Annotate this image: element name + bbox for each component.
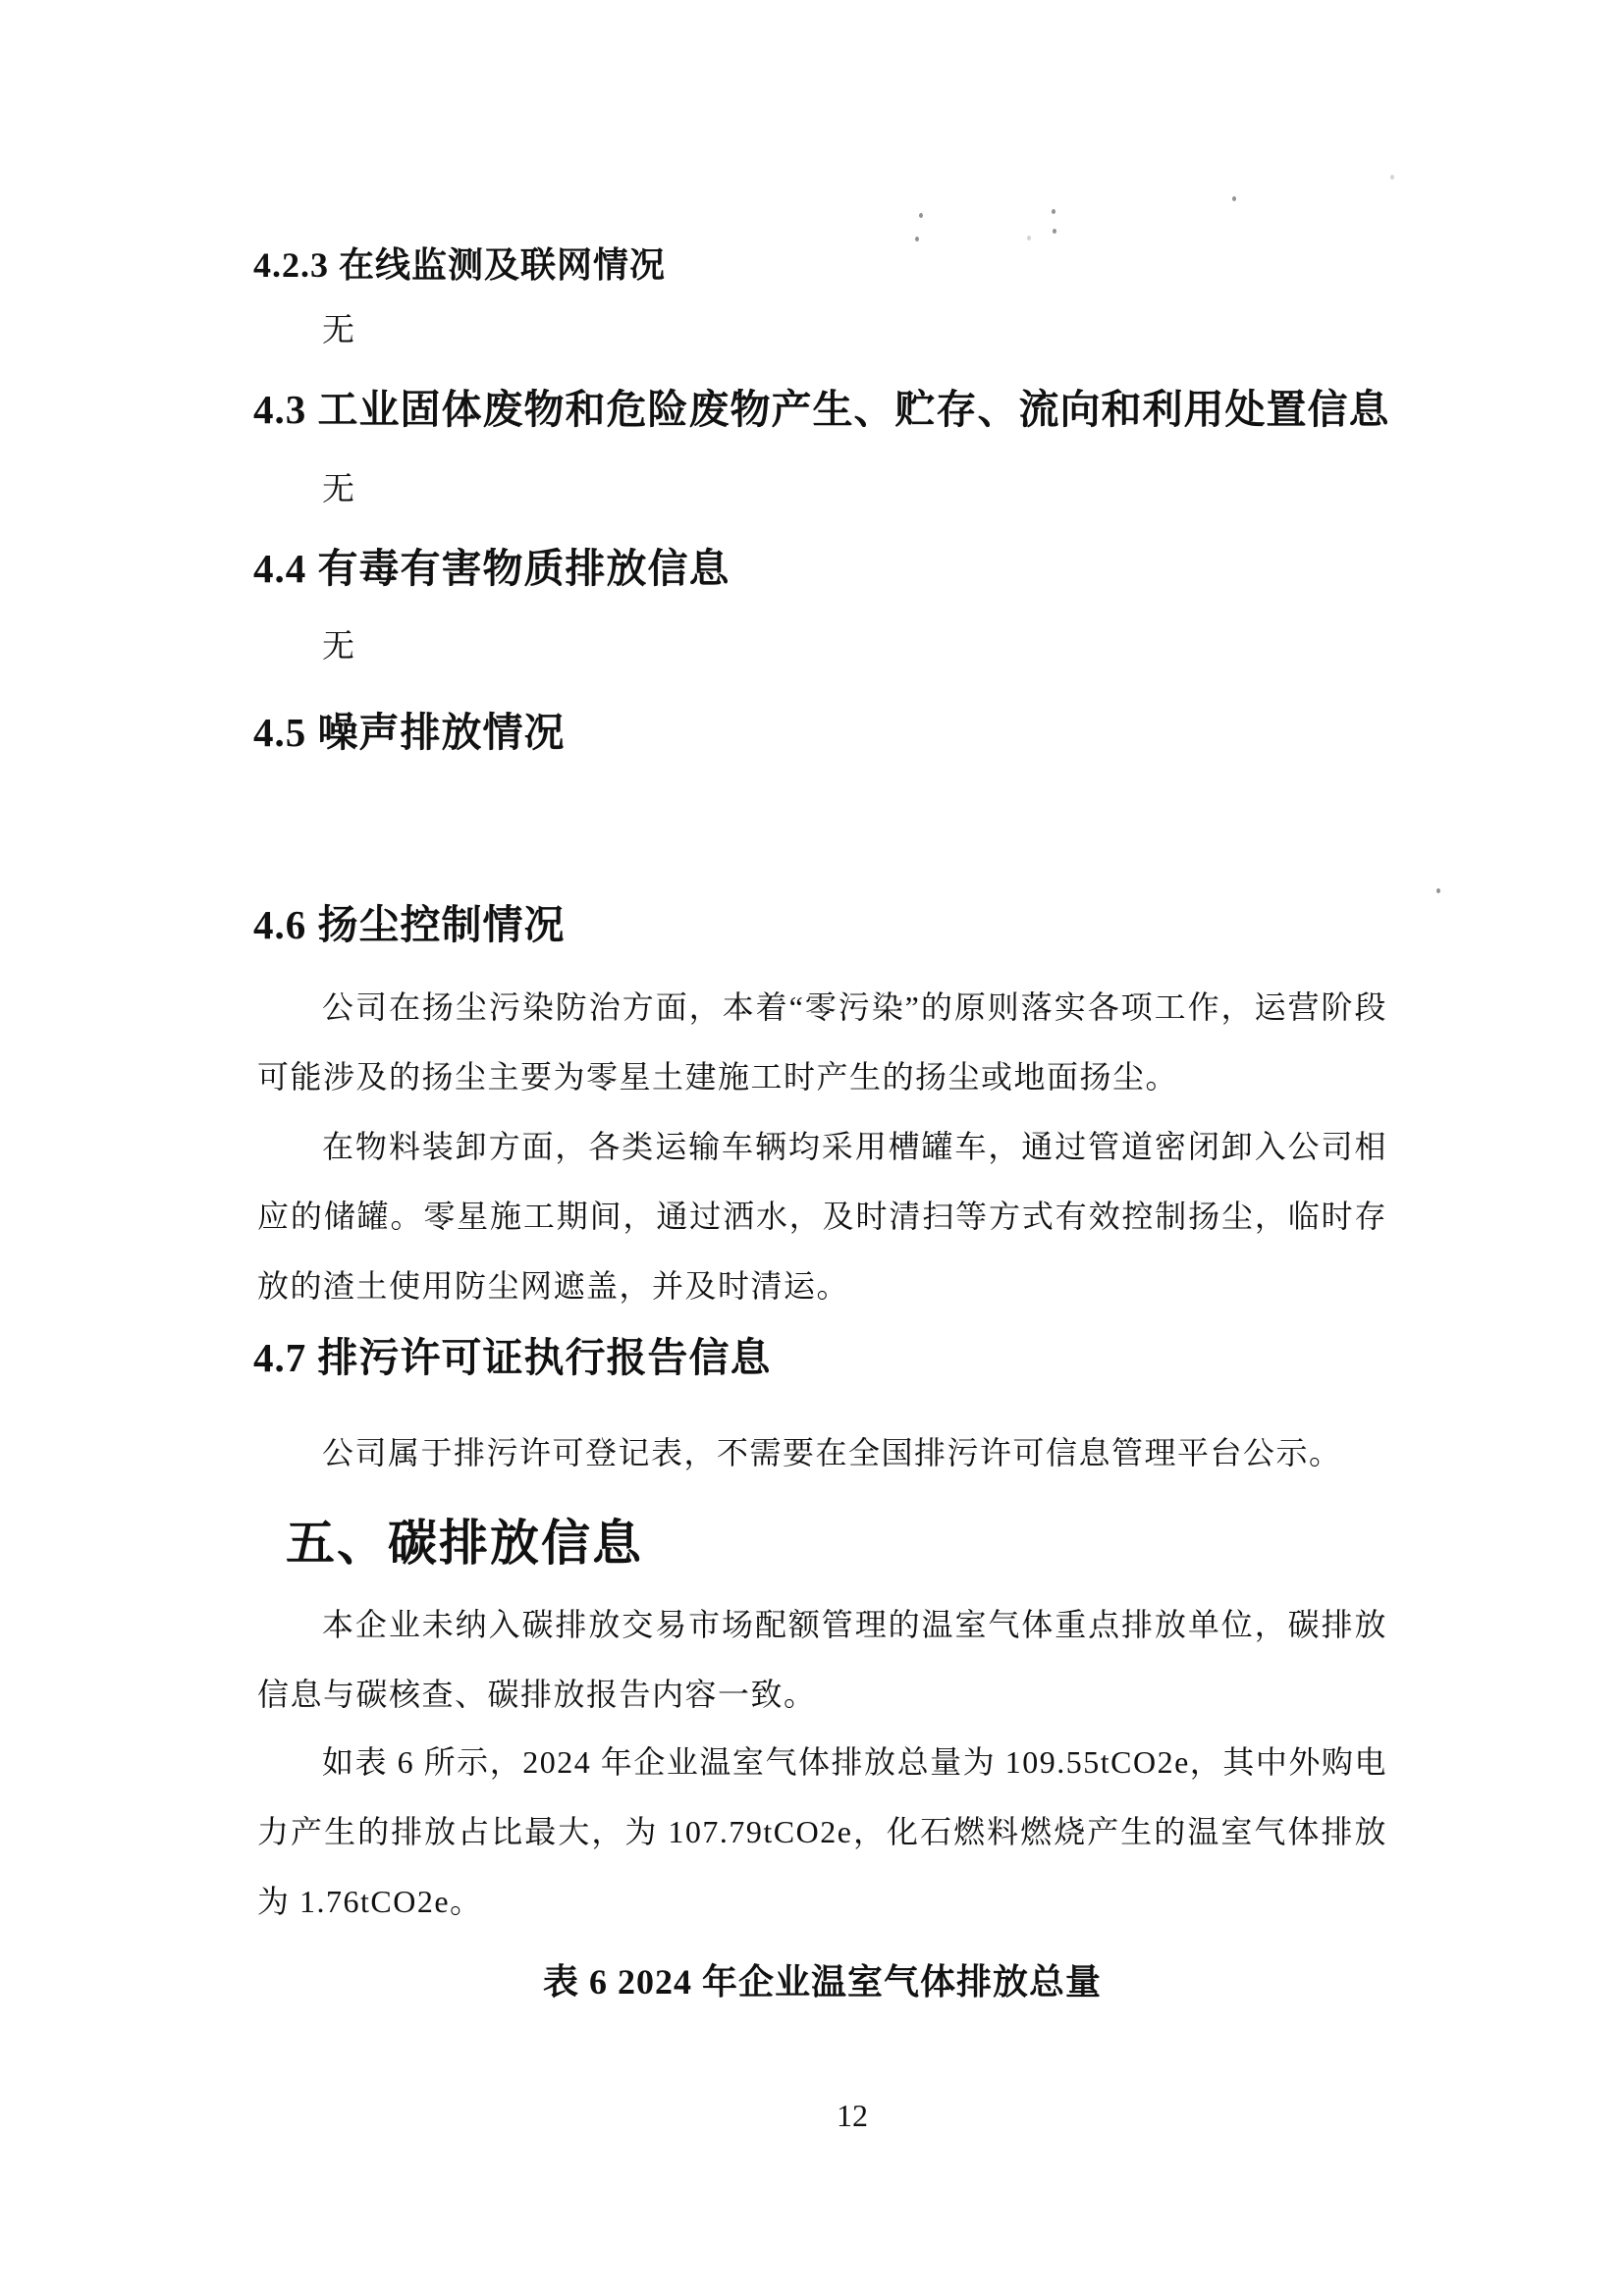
paragraph-dust-control-2: 在物料装卸方面，各类运输车辆均采用槽罐车，通过管道密闭卸入公司相应的储罐。零星施工期间，通过洒水，及时清扫等方式有效控制扬尘，临时存放的渣土使用防尘网遮盖，并及时清运。 (257, 1129, 1387, 1304)
heading-4-5: 4.5 噪声排放情况 (253, 710, 566, 755)
answer-none-2: 无 (322, 472, 354, 507)
scan-artifact (1053, 229, 1056, 234)
answer-none-3: 无 (322, 629, 354, 665)
scan-artifact (1390, 175, 1394, 180)
paragraph-dust-control-1: 公司在扬尘污染防治方面，本着“零污染”的原则落实各项工作，运营阶段可能涉及的扬尘主要为零星土建施工时产生的扬尘或地面扬尘。 (257, 989, 1387, 1095)
scan-artifact (915, 237, 919, 241)
paragraph-carbon-1: 本企业未纳入碳排放交易市场配额管理的温室气体重点排放单位，碳排放信息与碳核查、碳排放报告内容一致。 (257, 1607, 1387, 1712)
paragraph-permit-report: 公司属于排污许可登记表，不需要在全国排污许可信息管理平台公示。 (322, 1435, 1342, 1470)
heading-4-3: 4.3 工业固体废物和危险废物产生、贮存、流向和利用处置信息 (253, 387, 1390, 432)
page-number: 12 (837, 2098, 868, 2133)
scan-artifact (919, 213, 923, 218)
table-caption: 表 6 2024 年企业温室气体排放总量 (542, 1962, 1102, 2002)
scan-artifact (1052, 209, 1055, 214)
heading-5-carbon: 五、碳排放信息 (286, 1516, 643, 1571)
heading-4-6: 4.6 扬尘控制情况 (253, 902, 566, 947)
scan-artifact (1027, 236, 1031, 240)
scan-artifact (1232, 196, 1236, 201)
paragraph-carbon-2: 如表 6 所示，2024 年企业温室气体排放总量为 109.55tCO2e，其中外购电力产生的排放占比最大，为 107.79tCO2e，化石燃料燃烧产生的温室气体排放为 1.76tCO2e。 (257, 1744, 1387, 1919)
heading-4-2-3: 4.2.3 在线监测及联网情况 (253, 245, 667, 285)
heading-4-7: 4.7 排污许可证执行报告信息 (253, 1335, 772, 1380)
scan-artifact (1436, 888, 1440, 893)
heading-4-4: 4.4 有毒有害物质排放信息 (253, 546, 730, 591)
answer-none-1: 无 (322, 313, 354, 348)
